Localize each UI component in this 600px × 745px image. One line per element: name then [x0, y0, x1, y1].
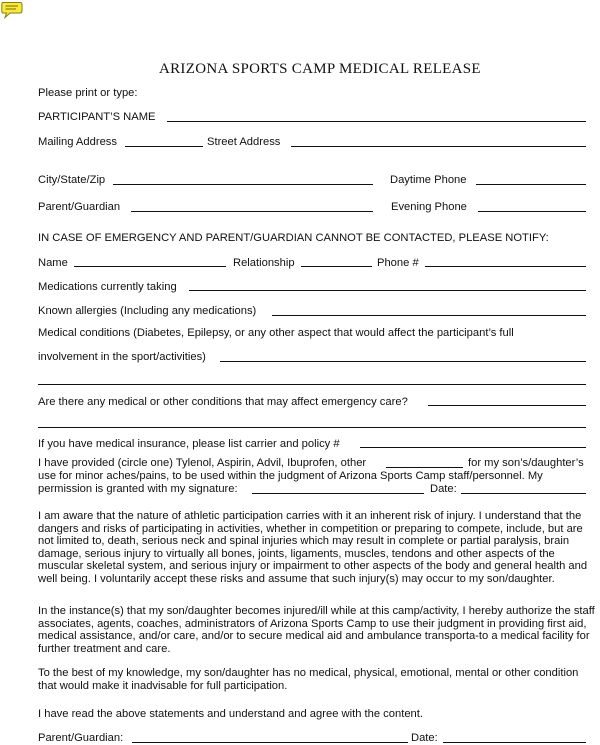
instruction-text: Please print or type:: [38, 87, 138, 99]
emergency-care-question: Are there any medical or other conditions that may affect emergency care?: [38, 396, 408, 408]
allergies-label: Known allergies (Including any medications): [38, 305, 257, 317]
street-address-field[interactable]: [291, 146, 586, 147]
medications-label: Medications currently taking: [38, 281, 177, 293]
consent-text-1a: I have provided (circle one) Tylenol, Aspirin, Advil, Ibuprofen, other: [38, 457, 367, 469]
phone-field[interactable]: [425, 266, 586, 267]
involvement-label: involvement in the sport/activities): [38, 351, 206, 363]
medications-field[interactable]: [189, 290, 586, 291]
knowledge-paragraph: To the best of my knowledge, my son/daughter has no medical, physical, emotional, mental or other condition that would make it inadvisable for full participation.: [38, 667, 579, 692]
participant-name-field[interactable]: [167, 121, 586, 122]
consent-date-field[interactable]: [461, 493, 586, 494]
daytime-phone-field[interactable]: [476, 184, 586, 185]
relationship-label: Relationship: [233, 257, 295, 269]
emergency-care-field-extra[interactable]: [38, 427, 586, 428]
consent-text-2: use for minor aches/pains, to be used within the judgment of Arizona Sports Camp staff/personnel. My: [38, 470, 543, 482]
consent-date-label: Date:: [430, 483, 457, 495]
medical-conditions-field-extra[interactable]: [38, 384, 586, 385]
street-address-label: Street Address: [207, 136, 281, 148]
emergency-care-field[interactable]: [428, 405, 586, 406]
mailing-address-label: Mailing Address: [38, 136, 117, 148]
parent-guardian-field[interactable]: [131, 211, 373, 212]
evening-phone-field[interactable]: [478, 211, 586, 212]
evening-phone-label: Evening Phone: [391, 201, 467, 213]
phone-label: Phone #: [377, 257, 419, 269]
insurance-field[interactable]: [360, 447, 586, 448]
consent-signature-field[interactable]: [252, 493, 424, 494]
signature-date-field[interactable]: [443, 742, 586, 743]
parent-guardian-label: Parent/Guardian: [38, 201, 121, 213]
city-state-zip-field[interactable]: [113, 184, 373, 185]
mailing-address-field[interactable]: [125, 146, 203, 147]
read-statement: I have read the above statements and understand and agree with the content.: [38, 708, 423, 720]
authorize-paragraph: In the instance(s) that my son/daughter becomes injured/ill while at this camp/activity, I hereby authorize the staff associates, agents, coaches, administrators of Arizona Sports Camp to use their judgment in providing first aid, medical assistance, and/or care, and/or to secure medical aid and ambulance transporta-to a medical facility for further treatment and care.: [38, 605, 595, 655]
other-medication-field[interactable]: [386, 467, 463, 468]
consent-text-3: permission is granted with my signature:: [38, 483, 238, 495]
contact-name-label: Name: [38, 257, 68, 269]
insurance-label: If you have medical insurance, please list carrier and policy #: [38, 438, 340, 450]
page-title: ARIZONA SPORTS CAMP MEDICAL RELEASE: [159, 61, 481, 77]
daytime-phone-label: Daytime Phone: [390, 174, 467, 186]
comment-note-icon[interactable]: [1, 1, 23, 19]
emergency-notice: IN CASE OF EMERGENCY AND PARENT/GUARDIAN CANNOT BE CONTACTED, PLEASE NOTIFY:: [38, 232, 549, 244]
consent-text-1b: for my son’s/daughter’s: [468, 457, 584, 469]
relationship-field[interactable]: [301, 266, 372, 267]
city-state-zip-label: City/State/Zip: [38, 174, 106, 186]
risk-paragraph: I am aware that the nature of athletic participation carries with it an inherent risk of injury. I understand that the dangers and risks of participating in activities, whether in competition or preparing to compete, include, but are not limited to, death, serious neck and spinal injuries which may result in complete or partial paralysis, brain damage, serious injury to virtually all bones, joints, ligaments, muscles, tendons and other aspects of the muscular skeletal system, and serious injury or impairment to other aspects of the body and general health and well being. I voluntarily accept these risks and assume that such injury(s) may occur to my son/daughter.: [38, 510, 588, 585]
allergies-field[interactable]: [272, 315, 586, 316]
contact-name-field[interactable]: [74, 266, 226, 267]
signature-date-label: Date:: [411, 732, 438, 744]
signature-field[interactable]: [132, 742, 408, 743]
medical-conditions-field[interactable]: [220, 361, 586, 362]
medical-conditions-label: Medical conditions (Diabetes, Epilepsy, or any other aspect that would affect the participant’s full: [38, 327, 514, 339]
participant-name-label: PARTICIPANT’S NAME: [38, 111, 156, 123]
signature-label: Parent/Guardian:: [38, 732, 124, 744]
